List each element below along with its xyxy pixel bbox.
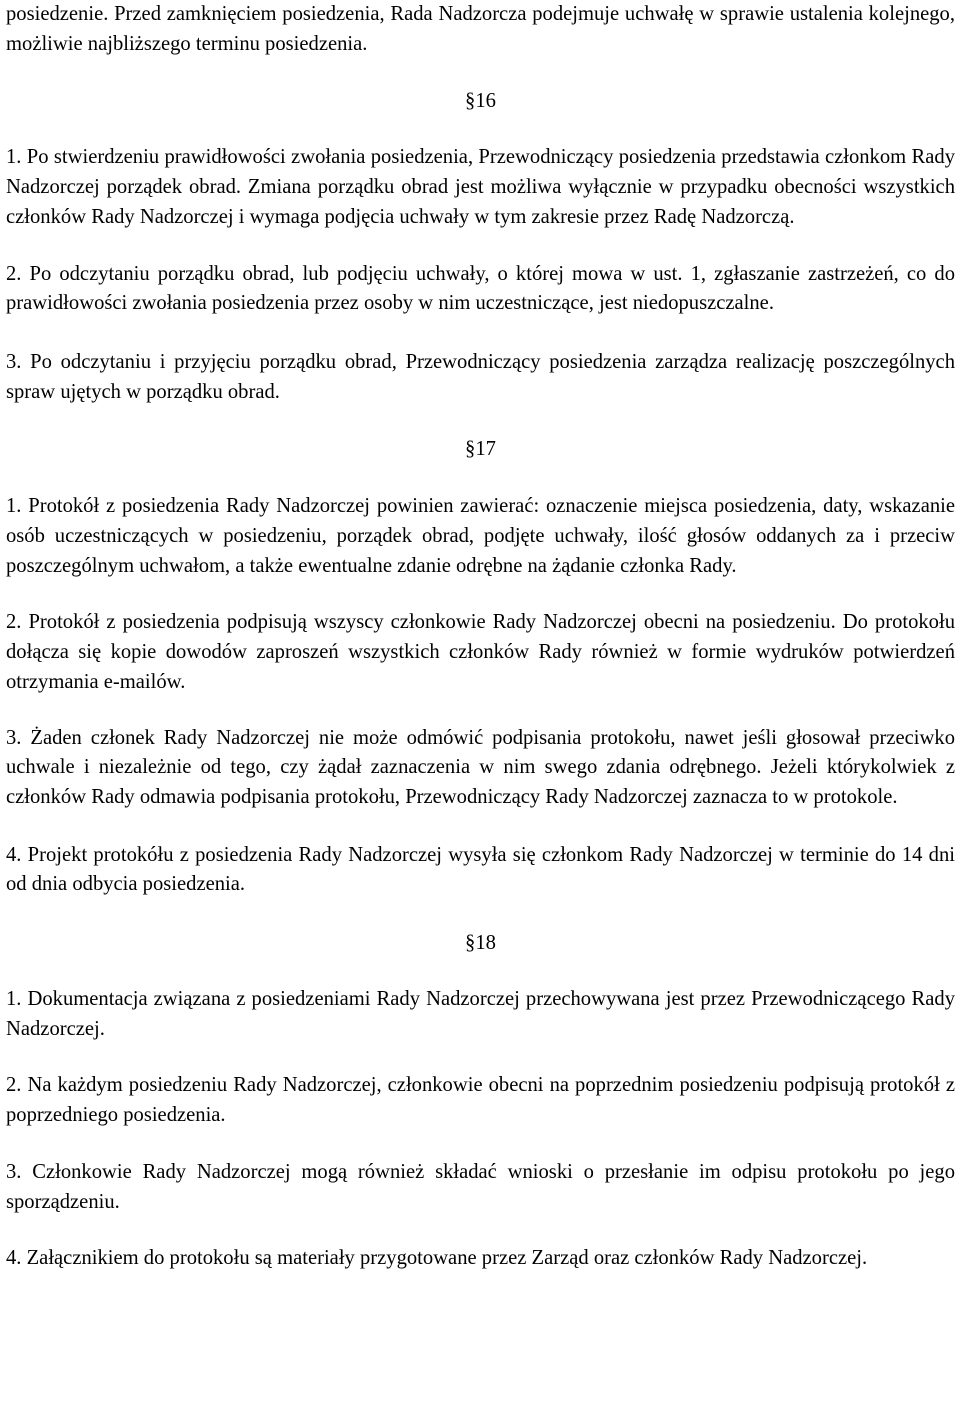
section-18-paragraph-4: 4. Załącznikiem do protokołu są materiały przygotowane przez Zarząd oraz członków Rady Nadzorczej. <box>6 1247 868 1270</box>
section-18-paragraph-1: 1. Dokumentacja związana z posiedzeniami Rady Nadzorczej przechowywana jest przez Przewodniczącego Rady Nadzorczej. <box>6 988 955 1040</box>
section-16-heading: §16 <box>465 90 496 113</box>
intro-paragraph: posiedzenie. Przed zamknięciem posiedzenia, Rada Nadzorcza podejmuje uchwałę w sprawie ustalenia kolejnego, możliwie najbliższego terminu posiedzenia. <box>6 3 955 55</box>
section-17-paragraph-3: 3. Żaden członek Rady Nadzorczej nie może odmówić podpisania protokołu, nawet jeśli głosował przeciwko uchwale i niezależnie od tego, czy żądał zaznaczenia w nim swego zdania odrębnego. Jeżeli którykolwiek z członków Rady odmawia podpisania protokołu, Przewodniczący Rady Nadzorczej zaznacza to w protokole. <box>6 726 955 808</box>
section-16-paragraph-2: 2. Po odczytaniu porządku obrad, lub podjęciu uchwały, o której mowa w ust. 1, zgłaszanie zastrzeżeń, co do prawidłowości zwołania posiedzenia przez osoby w nim uczestniczące, jest niedopuszczalne. <box>6 262 955 315</box>
section-18-heading: §18 <box>465 932 496 955</box>
section-17-paragraph-2: 2. Protokół z posiedzenia podpisują wszyscy członkowie Rady Nadzorczej obecni na posiedzeniu. Do protokołu dołącza się kopie dowodów zaproszeń wszystkich członków Rady również w formie wydruków potwierdzeń otrzymania e-mailów. <box>6 611 955 693</box>
section-18-paragraph-3: 3. Członkowie Rady Nadzorczej mogą również składać wnioski o przesłanie im odpisu protokołu po jego sporządzeniu. <box>6 1160 955 1213</box>
document-body <box>6 0 955 1274</box>
section-17-heading: §17 <box>465 438 496 461</box>
section-18-paragraph-2: 2. Na każdym posiedzeniu Rady Nadzorczej, członkowie obecni na poprzednim posiedzeniu podpisują protokół z poprzedniego posiedzenia. <box>6 1074 955 1127</box>
section-16-paragraph-1: 1. Po stwierdzeniu prawidłowości zwołania posiedzenia, Przewodniczący posiedzenia przedstawia członkom Rady Nadzorczej porządek obrad. Zmiana porządku obrad jest możliwa wyłącznie w przypadku obecności wszystkich członków Rady Nadzorczej i wymaga podjęcia uchwały w tym zakresie przez Radę Nadzorczą. <box>6 146 955 228</box>
section-16-paragraph-3: 3. Po odczytaniu i przyjęciu porządku obrad, Przewodniczący posiedzenia zarządza realizację poszczególnych spraw ujętych w porządku obrad. <box>6 350 955 403</box>
section-17-paragraph-1: 1. Protokół z posiedzenia Rady Nadzorczej powinien zawierać: oznaczenie miejsca posiedzenia, daty, wskazanie osób uczestniczących w posiedzeniu, porządek obrad, podjęte uchwały, ilość głosów oddanych za i przeciw poszczególnym uchwałom, a także ewentualne zdanie odrębne na żądanie członka Rady. <box>6 495 955 577</box>
section-17-paragraph-4: 4. Projekt protokółu z posiedzenia Rady Nadzorczej wysyła się członkom Rady Nadzorczej w terminie do 14 dni od dnia odbycia posiedzenia. <box>6 843 955 896</box>
